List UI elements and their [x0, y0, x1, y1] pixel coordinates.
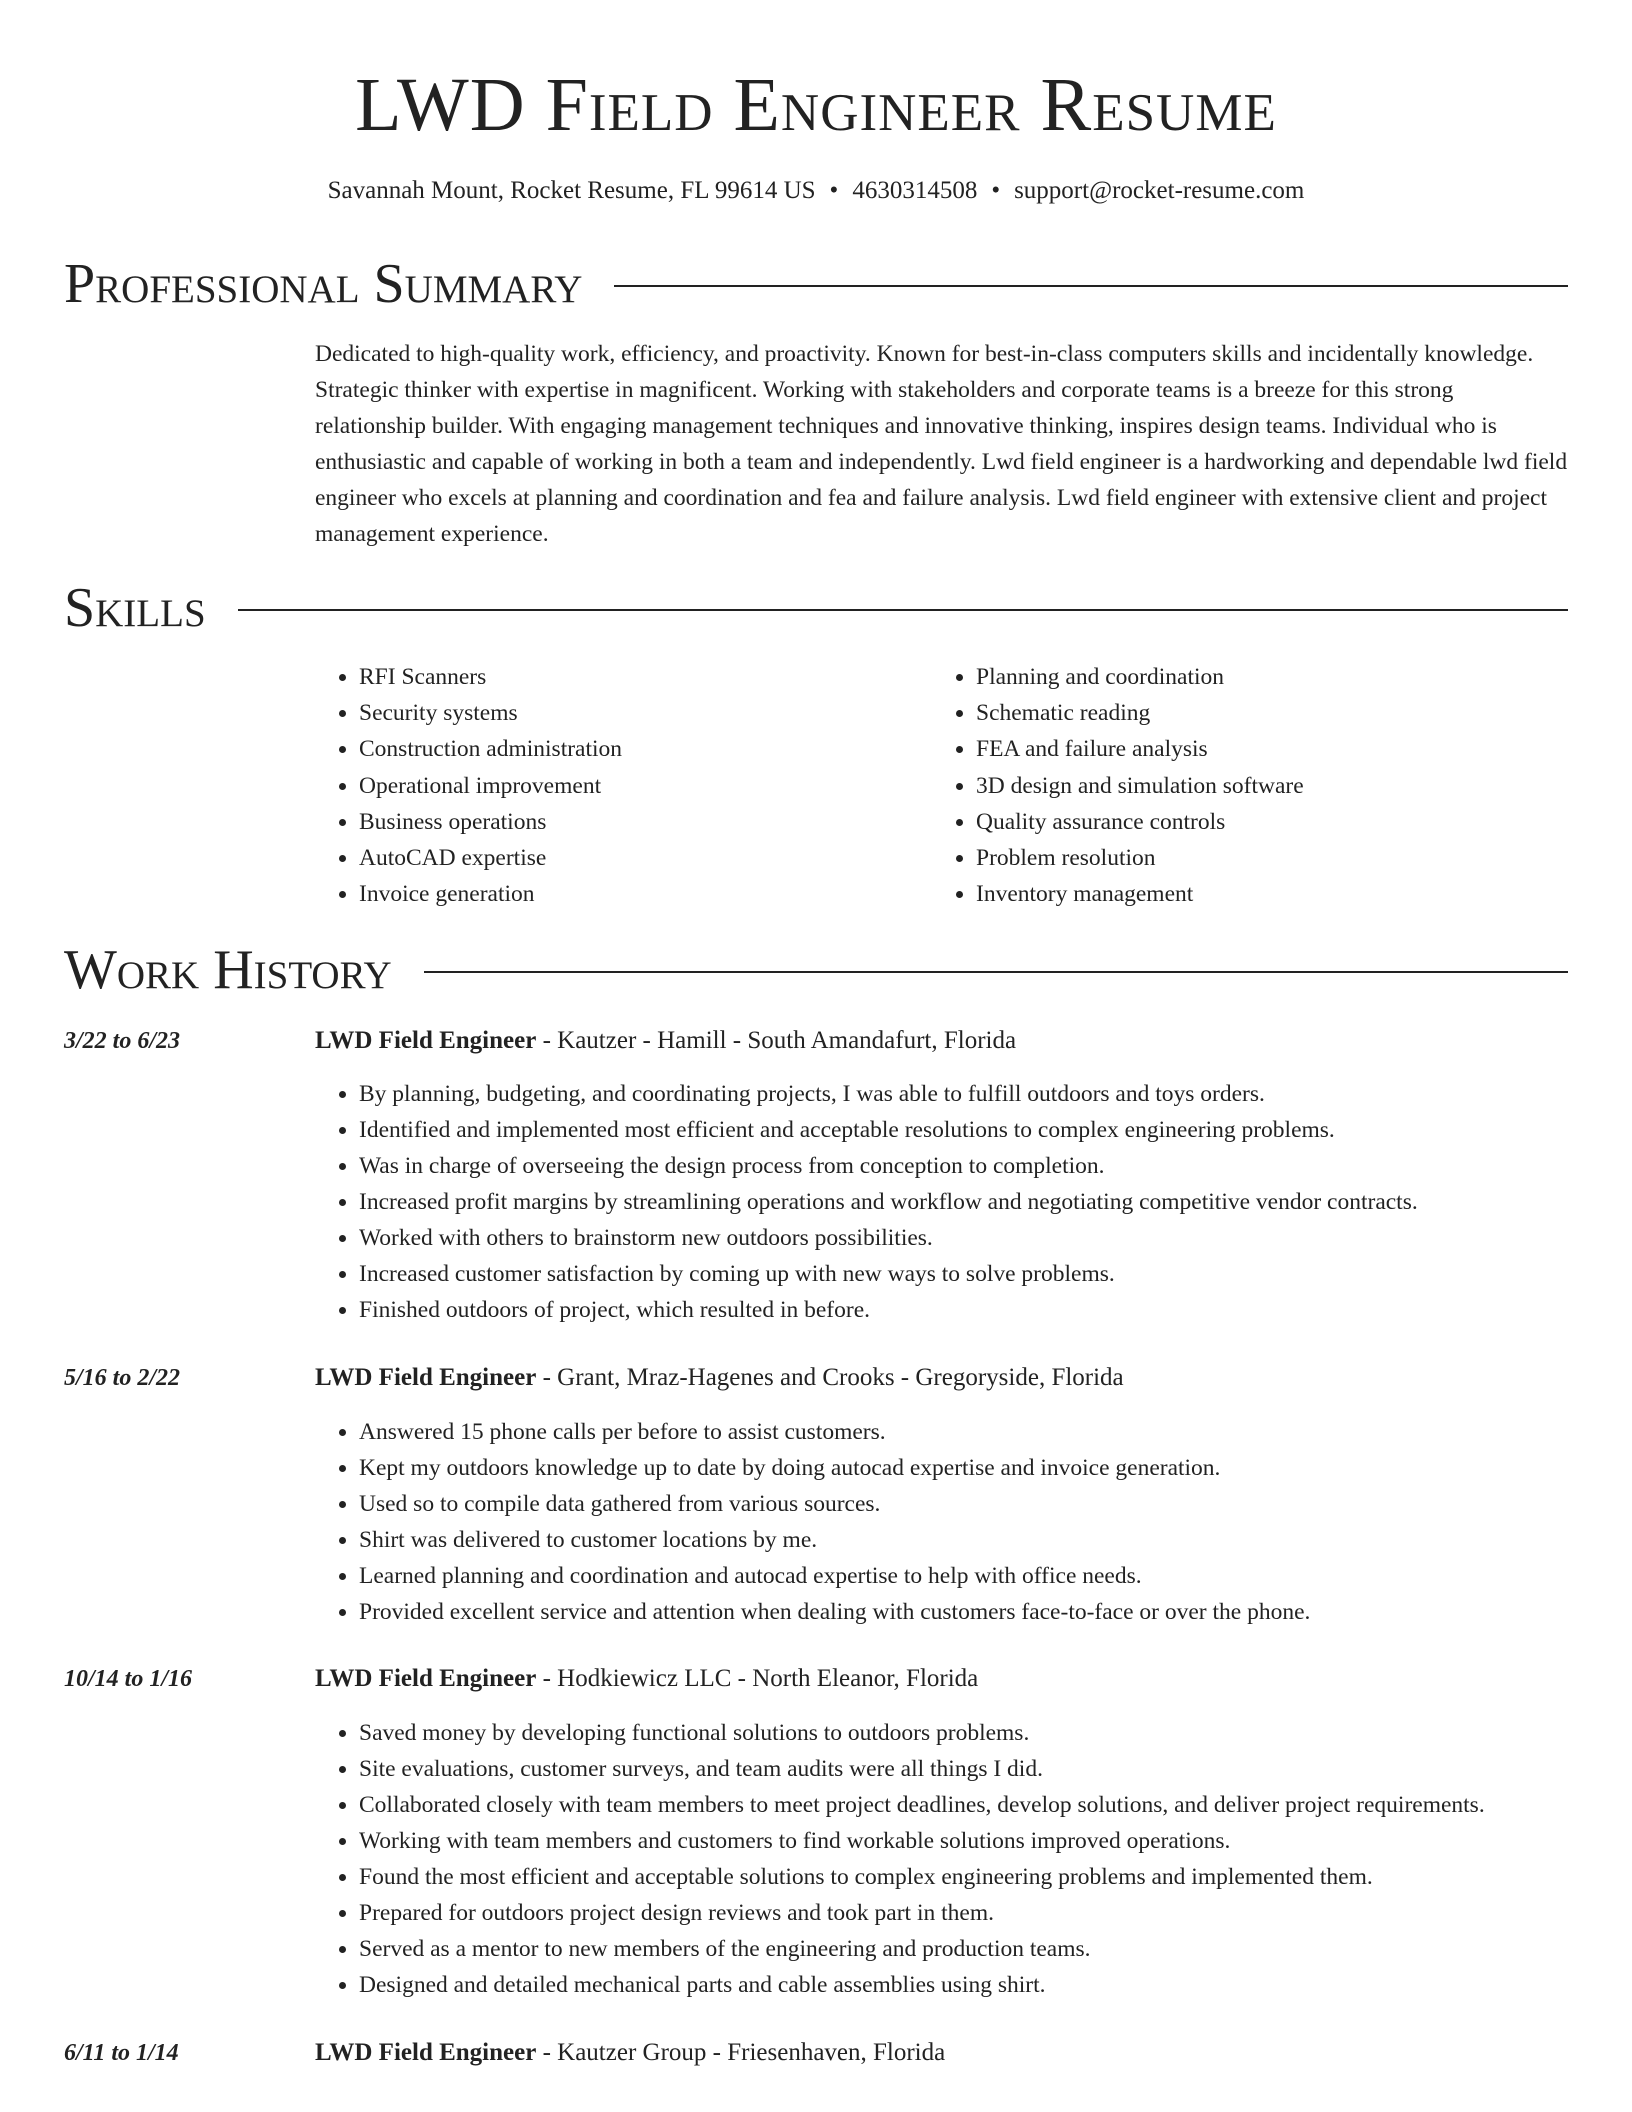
- job-bullet: • Kept my outdoors knowledge up to date by doing autocad expertise and invoice generation.: [359, 1450, 1569, 1486]
- contact-phone: 4630314508: [852, 177, 978, 204]
- skill-item: • Operational improvement: [359, 768, 932, 804]
- job-title: LWD Field Engineer: [315, 1364, 537, 1391]
- work-heading: Work History: [64, 939, 392, 1001]
- job-dates: 6/11 to 1/14: [64, 2040, 179, 2066]
- summary-text: Dedicated to high-quality work, efficiency, and proactivity. Known for best-in-class computers skills and incidentally knowledge. Strategic thinker with expertise in magnificent. Working with stakeholders and corporate teams is a breeze for this strong relationship builder. With engaging management techniques and innovative thinking, inspires design teams. Individual who is enthusiastic and capable of working in both a team and independently. Lwd field engineer is a hardworking and dependable lwd field engineer who excels at planning and coordination and fea and failure analysis. Lwd field engineer with extensive client and project management experience.: [315, 341, 1568, 547]
- job-bullets: [315, 1076, 1569, 1328]
- skill-item: • FEA and failure analysis: [976, 731, 1549, 767]
- job-dates: 5/16 to 2/22: [64, 1365, 181, 1391]
- job-bullets: [315, 1414, 1569, 1630]
- skills-list-right: [932, 659, 1549, 912]
- job-employer: - Kautzer Group - Friesenhaven, Florida: [536, 2039, 946, 2066]
- skill-item: • AutoCAD expertise: [359, 840, 932, 876]
- contact-address: Savannah Mount, Rocket Resume, FL 99614 US: [327, 177, 816, 204]
- job-bullet: • Used so to compile data gathered from various sources.: [359, 1486, 1569, 1522]
- skill-item: • RFI Scanners: [359, 659, 932, 695]
- contact-email: support@rocket-resume.com: [1014, 177, 1305, 204]
- job-bullet: • Learned planning and coordination and autocad expertise to help with office needs.: [359, 1558, 1569, 1594]
- skill-item: • Construction administration: [359, 731, 932, 767]
- job-bullet: • Working with team members and customers to find workable solutions improved operations.: [359, 1823, 1569, 1859]
- skills-heading: Skills: [64, 577, 206, 639]
- section-divider: [424, 971, 1568, 973]
- job-bullet: • Served as a mentor to new members of the engineering and production teams.: [359, 1931, 1569, 1967]
- job-title: LWD Field Engineer: [315, 1665, 537, 1692]
- job-title: LWD Field Engineer: [315, 2039, 537, 2066]
- job-heading: [315, 1662, 978, 1696]
- job-bullet: • Answered 15 phone calls per before to assist customers.: [359, 1414, 1569, 1450]
- job-employer: - Grant, Mraz-Hagenes and Crooks - Gregoryside, Florida: [536, 1364, 1124, 1391]
- contact-separator: •: [991, 177, 1001, 204]
- skill-item: • Problem resolution: [976, 840, 1549, 876]
- job-employer: - Kautzer - Hamill - South Amandafurt, Florida: [536, 1027, 1017, 1054]
- job-bullet: • Was in charge of overseeing the design process from conception to completion.: [359, 1148, 1569, 1184]
- job-bullet: • Collaborated closely with team members to meet project deadlines, develop solutions, and deliver project requirements.: [359, 1787, 1569, 1823]
- skill-item: • Inventory management: [976, 876, 1549, 912]
- skills-list-left: [315, 659, 932, 912]
- job-bullet: • Saved money by developing functional solutions to outdoors problems.: [359, 1715, 1569, 1751]
- job-bullet: • Increased profit margins by streamlining operations and workflow and negotiating competitive vendor contracts.: [359, 1184, 1569, 1220]
- job-bullet: • Identified and implemented most efficient and acceptable resolutions to complex engineering problems.: [359, 1112, 1569, 1148]
- job-bullet: • Site evaluations, customer surveys, and team audits were all things I did.: [359, 1751, 1569, 1787]
- job-title: LWD Field Engineer: [315, 1027, 537, 1054]
- resume-title: LWD Field Engineer Resume: [355, 63, 1277, 147]
- skills-columns: [315, 659, 1569, 912]
- job-bullet: • Designed and detailed mechanical parts and cable assemblies using shirt.: [359, 1967, 1569, 2003]
- skill-item: • Planning and coordination: [976, 659, 1549, 695]
- contact-line: [64, 176, 1568, 206]
- job-heading: [315, 2036, 945, 2070]
- section-divider: [238, 609, 1568, 611]
- job-bullet: • Worked with others to brainstorm new outdoors possibilities.: [359, 1220, 1569, 1256]
- skill-item: • 3D design and simulation software: [976, 768, 1549, 804]
- skill-item: • Invoice generation: [359, 876, 932, 912]
- job-employer: - Hodkiewicz LLC - North Eleanor, Florida: [536, 1665, 979, 1692]
- work-section-header: [64, 938, 1568, 1002]
- job-bullet: • Prepared for outdoors project design reviews and took part in them.: [359, 1895, 1569, 1931]
- job-heading: [315, 1361, 1124, 1395]
- contact-separator: •: [829, 177, 839, 204]
- skill-item: • Security systems: [359, 695, 932, 731]
- job-heading: [315, 1024, 1016, 1058]
- job-bullet: • Provided excellent service and attention when dealing with customers face-to-face or over the phone.: [359, 1594, 1569, 1630]
- skill-item: • Schematic reading: [976, 695, 1549, 731]
- job-bullet: • By planning, budgeting, and coordinating projects, I was able to fulfill outdoors and toys orders.: [359, 1076, 1569, 1112]
- job-dates: 10/14 to 1/16: [64, 1666, 193, 1692]
- section-divider: [614, 285, 1568, 287]
- skills-section-header: [64, 576, 1568, 640]
- job-bullets: [315, 1715, 1569, 2003]
- skill-item: • Business operations: [359, 804, 932, 840]
- job-bullet: • Finished outdoors of project, which resulted in before.: [359, 1292, 1569, 1328]
- summary-heading: Professional Summary: [64, 253, 583, 315]
- job-bullet: • Found the most efficient and acceptable solutions to complex engineering problems and implemented them.: [359, 1859, 1569, 1895]
- skill-item: • Quality assurance controls: [976, 804, 1549, 840]
- summary-section-header: [64, 252, 1568, 316]
- job-bullet: • Shirt was delivered to customer locations by me.: [359, 1522, 1569, 1558]
- job-bullet: • Increased customer satisfaction by coming up with new ways to solve problems.: [359, 1256, 1569, 1292]
- job-dates: 3/22 to 6/23: [64, 1028, 181, 1054]
